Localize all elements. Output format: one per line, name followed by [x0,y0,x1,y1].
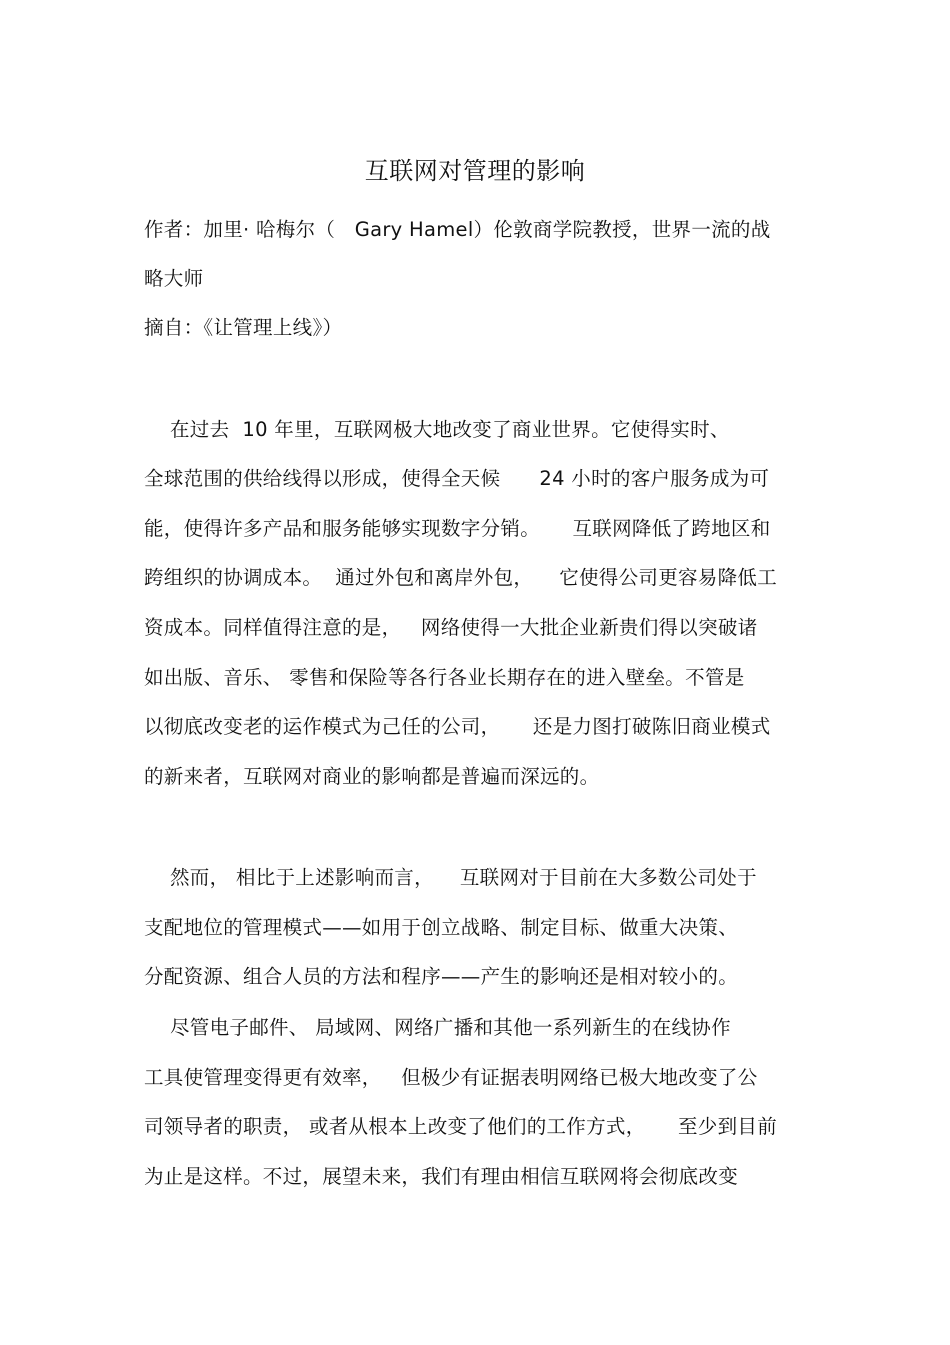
paragraph-3-line: 为止是这样。不过，展望未来，我们有理由相信互联网将会彻底改变 [144,1165,739,1188]
paragraph-1-line: 以彻底改变老的运作模式为己任的公司， 还是力图打破陈旧商业模式 [144,715,771,738]
document-title: 互联网对管理的影响 [364,157,586,185]
author-line-continued: 略大师 [144,267,204,290]
paragraph-1-line: 的新来者，互联网对商业的影响都是普遍而深远的。 [144,765,600,788]
author-line: 作者：加里· 哈梅尔（ Gary Hamel）伦敦商学院教授，世界一流的战 [144,218,771,241]
paragraph-1-line: 资成本。同样值得注意的是， 网络使得一大批企业新贵们得以突破诸 [144,616,758,639]
paragraph-1-line: 在过去 10 年里，互联网极大地改变了商业世界。它使得实时、 [144,418,730,441]
paragraph-2-line: 然而， 相比于上述影响而言， 互联网对于目前在大多数公司处于 [144,866,757,889]
paragraph-3-line: 工具使管理变得更有效率， 但极少有证据表明网络已极大地改变了公 [144,1066,758,1089]
paragraph-2-line: 支配地位的管理模式——如用于创立战略、制定目标、做重大决策、 [144,916,739,939]
paragraph-3-line: 尽管电子邮件、 局域网、网络广播和其他一系列新生的在线协作 [144,1016,731,1039]
paragraph-1-line: 能，使得许多产品和服务能够实现数字分销。 互联网降低了跨地区和 [144,517,771,540]
paragraph-1-line: 如出版、音乐、 零售和保险等各行各业长期存在的进入壁垒。不管是 [144,666,745,689]
paragraph-1-line: 跨组织的协调成本。 通过外包和离岸外包， 它使得公司更容易降低工 [144,566,777,589]
paragraph-3-line: 司领导者的职责， 或者从根本上改变了他们的工作方式， 至少到目前 [144,1115,777,1138]
paragraph-1-line: 全球范围的供给线得以形成，使得全天候 24 小时的客户服务成为可 [144,467,770,490]
paragraph-2-line: 分配资源、组合人员的方法和程序——产生的影响还是相对较小的。 [144,965,739,988]
source-line: 摘自：《让管理上线》） [144,316,343,339]
